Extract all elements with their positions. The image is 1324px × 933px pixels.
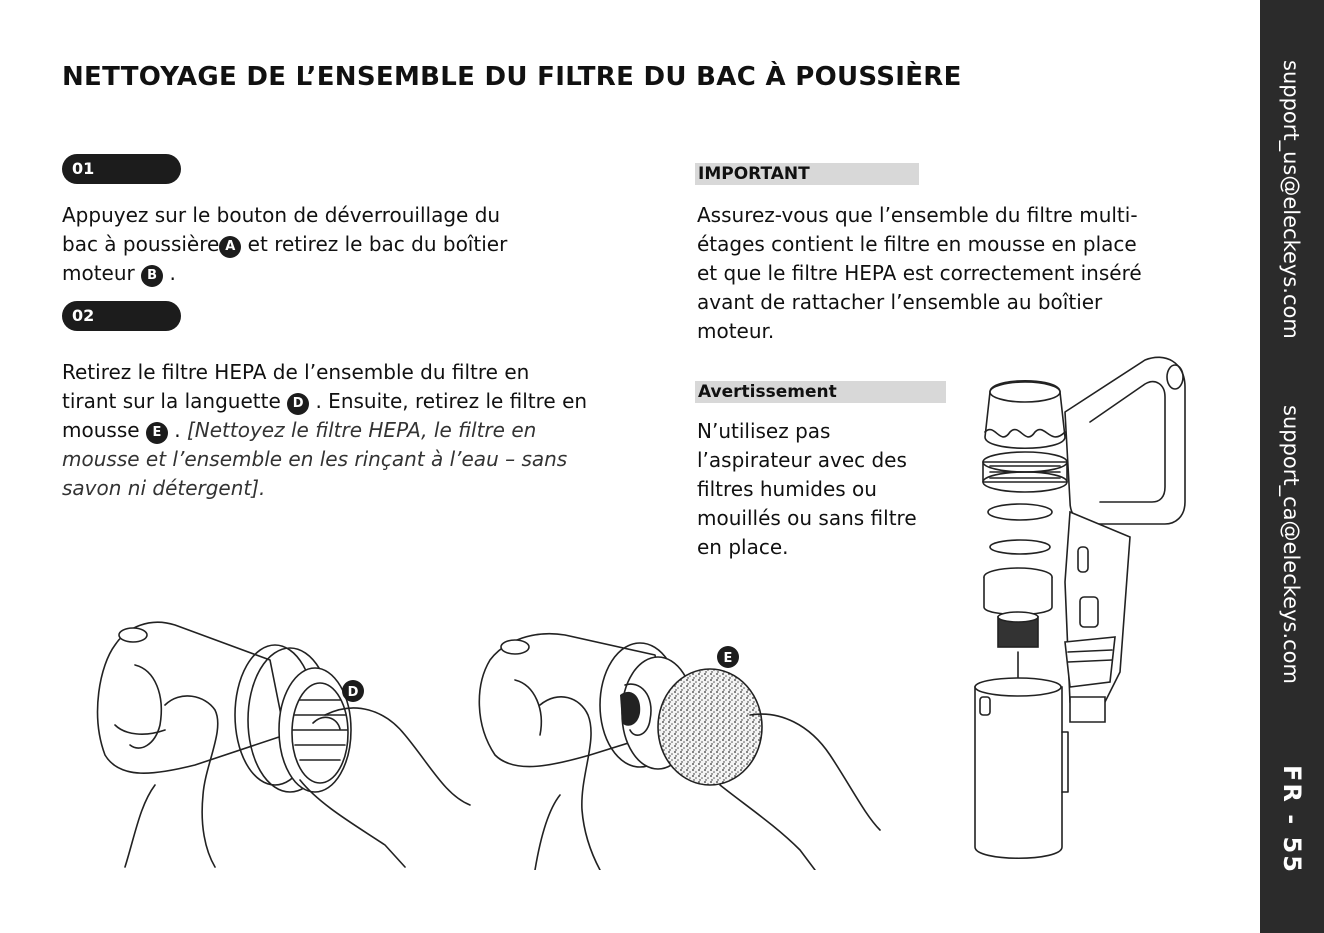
warning-line: en place. bbox=[697, 535, 789, 559]
marker-d-badge: D bbox=[287, 393, 309, 415]
illustration-exploded-vacuum bbox=[970, 352, 1195, 864]
warning-line: filtres humides ou bbox=[697, 477, 877, 501]
warning-line: mouillés ou sans filtre bbox=[697, 506, 917, 530]
important-line: étages contient le filtre en mousse en place bbox=[697, 232, 1137, 256]
important-line: et que le filtre HEPA est correctement inséré bbox=[697, 261, 1142, 285]
important-line: avant de rattacher l’ensemble au boîtier bbox=[697, 290, 1103, 314]
support-email-us: support_us@eleckeys.com bbox=[1279, 60, 1303, 339]
important-heading: IMPORTANT bbox=[695, 163, 919, 185]
step-2-line-1: Retirez le filtre HEPA de l’ensemble du filtre en bbox=[62, 360, 530, 384]
step-1-line-2b: et retirez le bac du boîtier bbox=[241, 232, 508, 256]
marker-e-badge: E bbox=[146, 422, 168, 444]
step-1-text bbox=[62, 201, 652, 288]
marker-a-badge: A bbox=[219, 236, 241, 258]
warning-heading: Avertissement bbox=[695, 381, 946, 403]
warning-text bbox=[697, 417, 957, 562]
important-text bbox=[697, 201, 1237, 346]
step-1-line-3b: . bbox=[163, 261, 176, 285]
warning-line: N’utilisez pas bbox=[697, 419, 831, 443]
important-line: moteur. bbox=[697, 319, 775, 343]
support-email-ca: support_ca@eleckeys.com bbox=[1279, 405, 1303, 684]
step-2-line-2a: tirant sur la languette bbox=[62, 389, 288, 413]
illustration-remove-hepa-filter bbox=[85, 605, 475, 870]
important-line: Assurez-vous que l’ensemble du filtre multi- bbox=[697, 203, 1138, 227]
warning-line: l’aspirateur avec des bbox=[697, 448, 907, 472]
step-1-line-1: Appuyez sur le bouton de déverrouillage du bbox=[62, 203, 501, 227]
illustration-remove-foam-filter bbox=[470, 625, 890, 870]
step-2-line-3b: . bbox=[167, 418, 187, 442]
step-number-badge: 02 bbox=[62, 301, 181, 331]
foam-filter-disc bbox=[658, 669, 762, 785]
step-1-line-2a: bac à poussière bbox=[62, 232, 220, 256]
step-2-line-3a: mousse bbox=[62, 418, 146, 442]
step-2-note-3: savon ni détergent]. bbox=[62, 476, 266, 500]
step-2-text bbox=[62, 358, 662, 503]
step-2-note-1: [Nettoyez le filtre HEPA, le filtre en bbox=[186, 418, 537, 442]
step-1-line-3a: moteur bbox=[62, 261, 142, 285]
label-d: D bbox=[347, 685, 359, 700]
marker-b-badge: B bbox=[141, 265, 163, 287]
step-2-note-2: mousse et l’ensemble en les rinçant à l’eau – sans bbox=[62, 447, 568, 471]
label-e: E bbox=[723, 651, 733, 666]
page-title: NETTOYAGE DE L’ENSEMBLE DU FILTRE DU BAC À POUSSIÈRE bbox=[62, 62, 962, 92]
step-2-line-2b: . Ensuite, retirez le filtre en bbox=[309, 389, 588, 413]
step-number-badge: 01 bbox=[62, 154, 181, 184]
page-number: FR - 55 bbox=[1278, 765, 1306, 874]
